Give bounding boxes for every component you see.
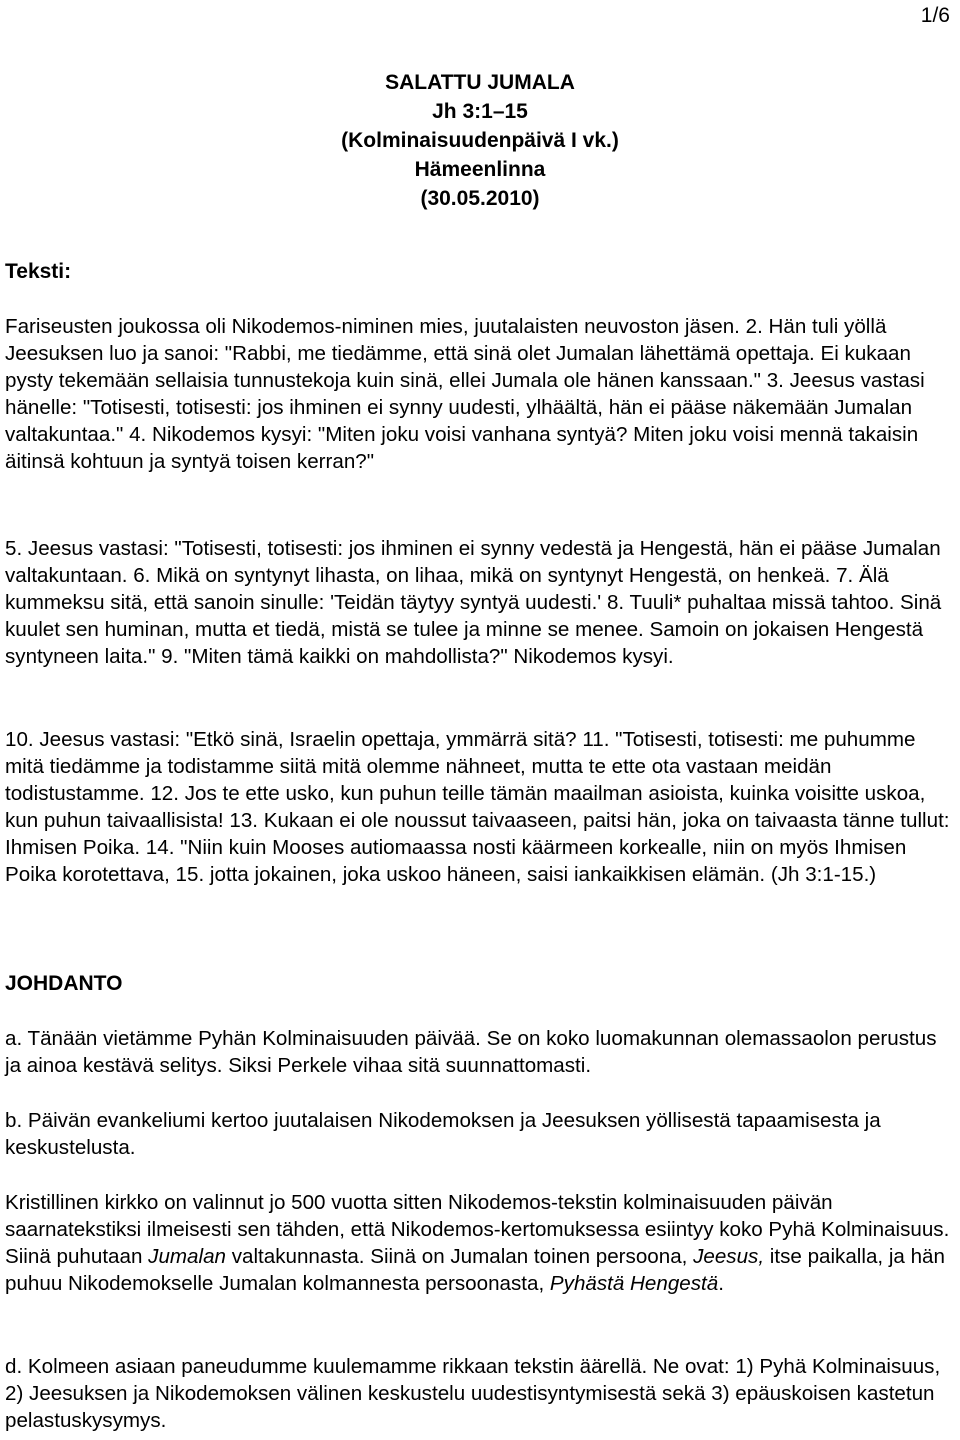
scripture-text: Sinä kuulet sen huminan, mutta et tiedä, mistä se tulee ja minne se menee. Samoin on jokaisen Hengestä syntyneen laita." 9. "Miten tämä kaikki on mahdollista?" Nikodemos kysyi. — [5, 591, 942, 668]
scripture-paragraph — [5, 313, 955, 475]
title-line: (30.05.2010) — [420, 187, 540, 210]
intro-emphasis: Jeesus, — [693, 1245, 765, 1268]
intro-text: . — [718, 1272, 724, 1295]
intro-emphasis: Pyhästä Hengestä — [549, 1272, 719, 1295]
scripture-text: Tuuli* puhaltaa missä tahtoo. — [629, 591, 895, 614]
intro-heading: JOHDANTO — [5, 972, 123, 995]
title-line: Jh 3:1–15 — [432, 100, 528, 123]
title-line: SALATTU JUMALA — [385, 71, 575, 94]
intro-paragraph-b: b. Päivän evankeliumi kertoo juutalaisen Nikodemoksen ja Jeesuksen yöllisestä tapaamisesta ja keskustelusta. — [5, 1109, 881, 1159]
scripture-text: 10. Jeesus vastasi: "Etkö sinä, Israelin opettaja, ymmärrä sitä? 11. "Totisesti, totisesti: me puhumme mitä tiedämme ja todistamme siitä mitä olemme nähneet, mutta te ette ota vastaan meidän todistustamme. 12. Jos te ette usko, kun puhun teille tämän maailman asioista, kuinka voisitte uskoa, kun puhun taivaallisista! 13. Kukaan ei ole noussut taivaaseen, paitsi hän, joka on taivaasta tänne tullut: Ihmisen Poika. 14. "Niin kuin Mooses autiomaassa nosti käärmeen korkealle, niin on myös Ihmisen Poika korotettava, 15. jotta jokainen, joka uskoo häneen, saisi iankaikkisen elämän. (Jh 3:1-15.) — [5, 728, 950, 886]
page-number: 1/6 — [920, 4, 950, 27]
scripture-text: 5. Jeesus vastasi: "Totisesti, totisesti: jos ihminen ei synny vedestä ja Hengestä, hän ei pääse Jumalan valtakuntaan. 6. Mikä on syntynyt lihasta, on lihaa, mikä on syntynyt Hengestä, on henkeä. 7. Älä kummeksu sitä, että sanoin sinulle: 'Teidän täytyy syntyä uudesti.' 8. — [5, 537, 941, 614]
intro-text: valtakunnasta. Siinä on Jumalan toinen persoona, — [225, 1245, 694, 1268]
intro-emphasis: Jumalan — [148, 1245, 226, 1268]
scripture-paragraph — [5, 726, 955, 888]
intro-text: Kristillinen kirkko on valinnut jo 500 vuotta sitten Nikodemos-tekstin kolminaisuuden päivän saarnatekstiksi ilmeisesti sen tähden, että Nikodemos-kertomuksessa esiintyy koko Pyhä Kolminaisuus. Siinä puhutaan — [5, 1191, 950, 1268]
intro-paragraph-a: a. Tänään vietämme Pyhän Kolminaisuuden päivää. Se on koko luomakunnan olemassaolon perustus ja ainoa kestävä selitys. Siksi Perkele vihaa sitä suunnattomasti. — [5, 1027, 937, 1077]
intro-paragraph-c — [5, 1189, 955, 1297]
title-line: (Kolminaisuudenpäivä I vk.) — [341, 129, 619, 152]
intro-text: itse paikalla, ja hän puhuu Nikodemokselle Jumalan kolmannesta persoonasta, — [5, 1245, 945, 1295]
intro-paragraph-d: d. Kolmeen asiaan paneudumme kuulemamme rikkaan tekstin äärellä. Ne ovat: 1) Pyhä Kolminaisuus, 2) Jeesuksen ja Nikodemoksen välinen keskustelu uudestisyntymisestä sekä 3) epäuskoisen kastetun pelastuskysymys. — [5, 1355, 941, 1432]
scripture-text: Fariseusten joukossa oli Nikodemos-niminen mies, juutalaisten neuvoston jäsen. 2. Hän tuli yöllä Jeesuksen luo ja sanoi: "Rabbi, me tiedämme, että sinä olet Jumalan lähettämä opettaja. Ei kukaan pysty tekemään sellaisia tunnustekoja kuin sinä, ellei Jumala ole hänen kanssaan." 3. Jeesus vastasi hänelle: "Totisesti, totisesti: jos ihminen ei synny uudesti, ylhäältä, hän ei pääse näkemään Jumalan valtakuntaa." 4. Nikodemos kysyi: "Miten joku voisi vanhana syntyä? Miten joku voisi mennä takaisin äitinsä kohtuun ja syntyä toisen kerran?" — [5, 315, 925, 473]
scripture-paragraph — [5, 535, 955, 670]
title-line: Hämeenlinna — [414, 158, 546, 181]
sermon-title — [0, 68, 960, 213]
text-heading: Teksti: — [5, 260, 72, 283]
